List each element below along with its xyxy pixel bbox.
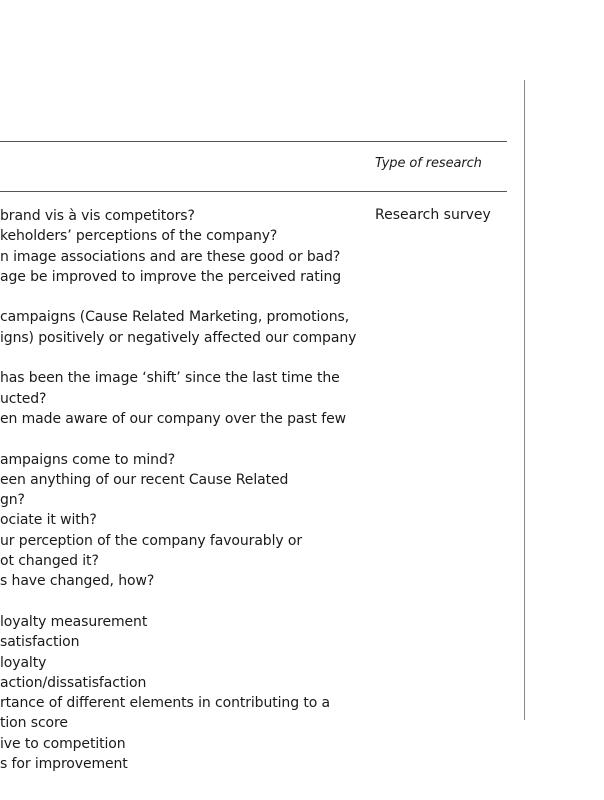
question-line: tion score: [0, 715, 68, 732]
question-line: brand vis à vis competitors?: [0, 208, 195, 224]
question-line: has been the image ‘shift’ since the last time the: [0, 370, 340, 387]
question-line: ot changed it?: [0, 553, 99, 570]
question-line: rtance of different elements in contributing to a: [0, 695, 331, 712]
question-line: [0, 348, 360, 368]
question-line: [0, 592, 360, 612]
table-top-rule: [0, 141, 507, 142]
question-line: [0, 287, 360, 307]
question-line: een anything of our recent Cause Related: [0, 471, 289, 488]
question-line: s have changed, how?: [0, 573, 155, 590]
table-header-rule: [0, 191, 507, 192]
question-line: satisfaction: [0, 634, 80, 651]
question-line: keholders’ perceptions of the company?: [0, 228, 278, 245]
question-line: ucted?: [0, 390, 47, 407]
question-line: campaigns (Cause Related Marketing, promotions,: [0, 309, 350, 326]
question-line: age be improved to improve the perceived rating: [0, 268, 342, 285]
question-line: ampaigns come to mind?: [0, 451, 176, 468]
question-line: ociate it with?: [0, 512, 97, 529]
question-line: en made aware of our company over the past few: [0, 410, 346, 427]
column-header-type-of-research: Type of research: [375, 156, 482, 171]
question-line: action/dissatisfaction: [0, 674, 147, 691]
question-line: gn?: [0, 492, 25, 509]
question-line: ur perception of the company favourably or: [0, 532, 303, 549]
page-margin-rule: [524, 80, 525, 720]
question-line: loyalty measurement: [0, 613, 148, 630]
question-line: n image associations and are these good or bad?: [0, 248, 341, 265]
question-line: [0, 429, 360, 449]
question-line: loyalty: [0, 654, 47, 671]
question-line: s for improvement: [0, 756, 128, 773]
question-line: igns) positively or negatively affected our company: [0, 329, 357, 346]
research-type-cell: Research survey: [375, 207, 491, 223]
research-questions-list: [0, 206, 360, 774]
question-line: ive to competition: [0, 735, 126, 752]
